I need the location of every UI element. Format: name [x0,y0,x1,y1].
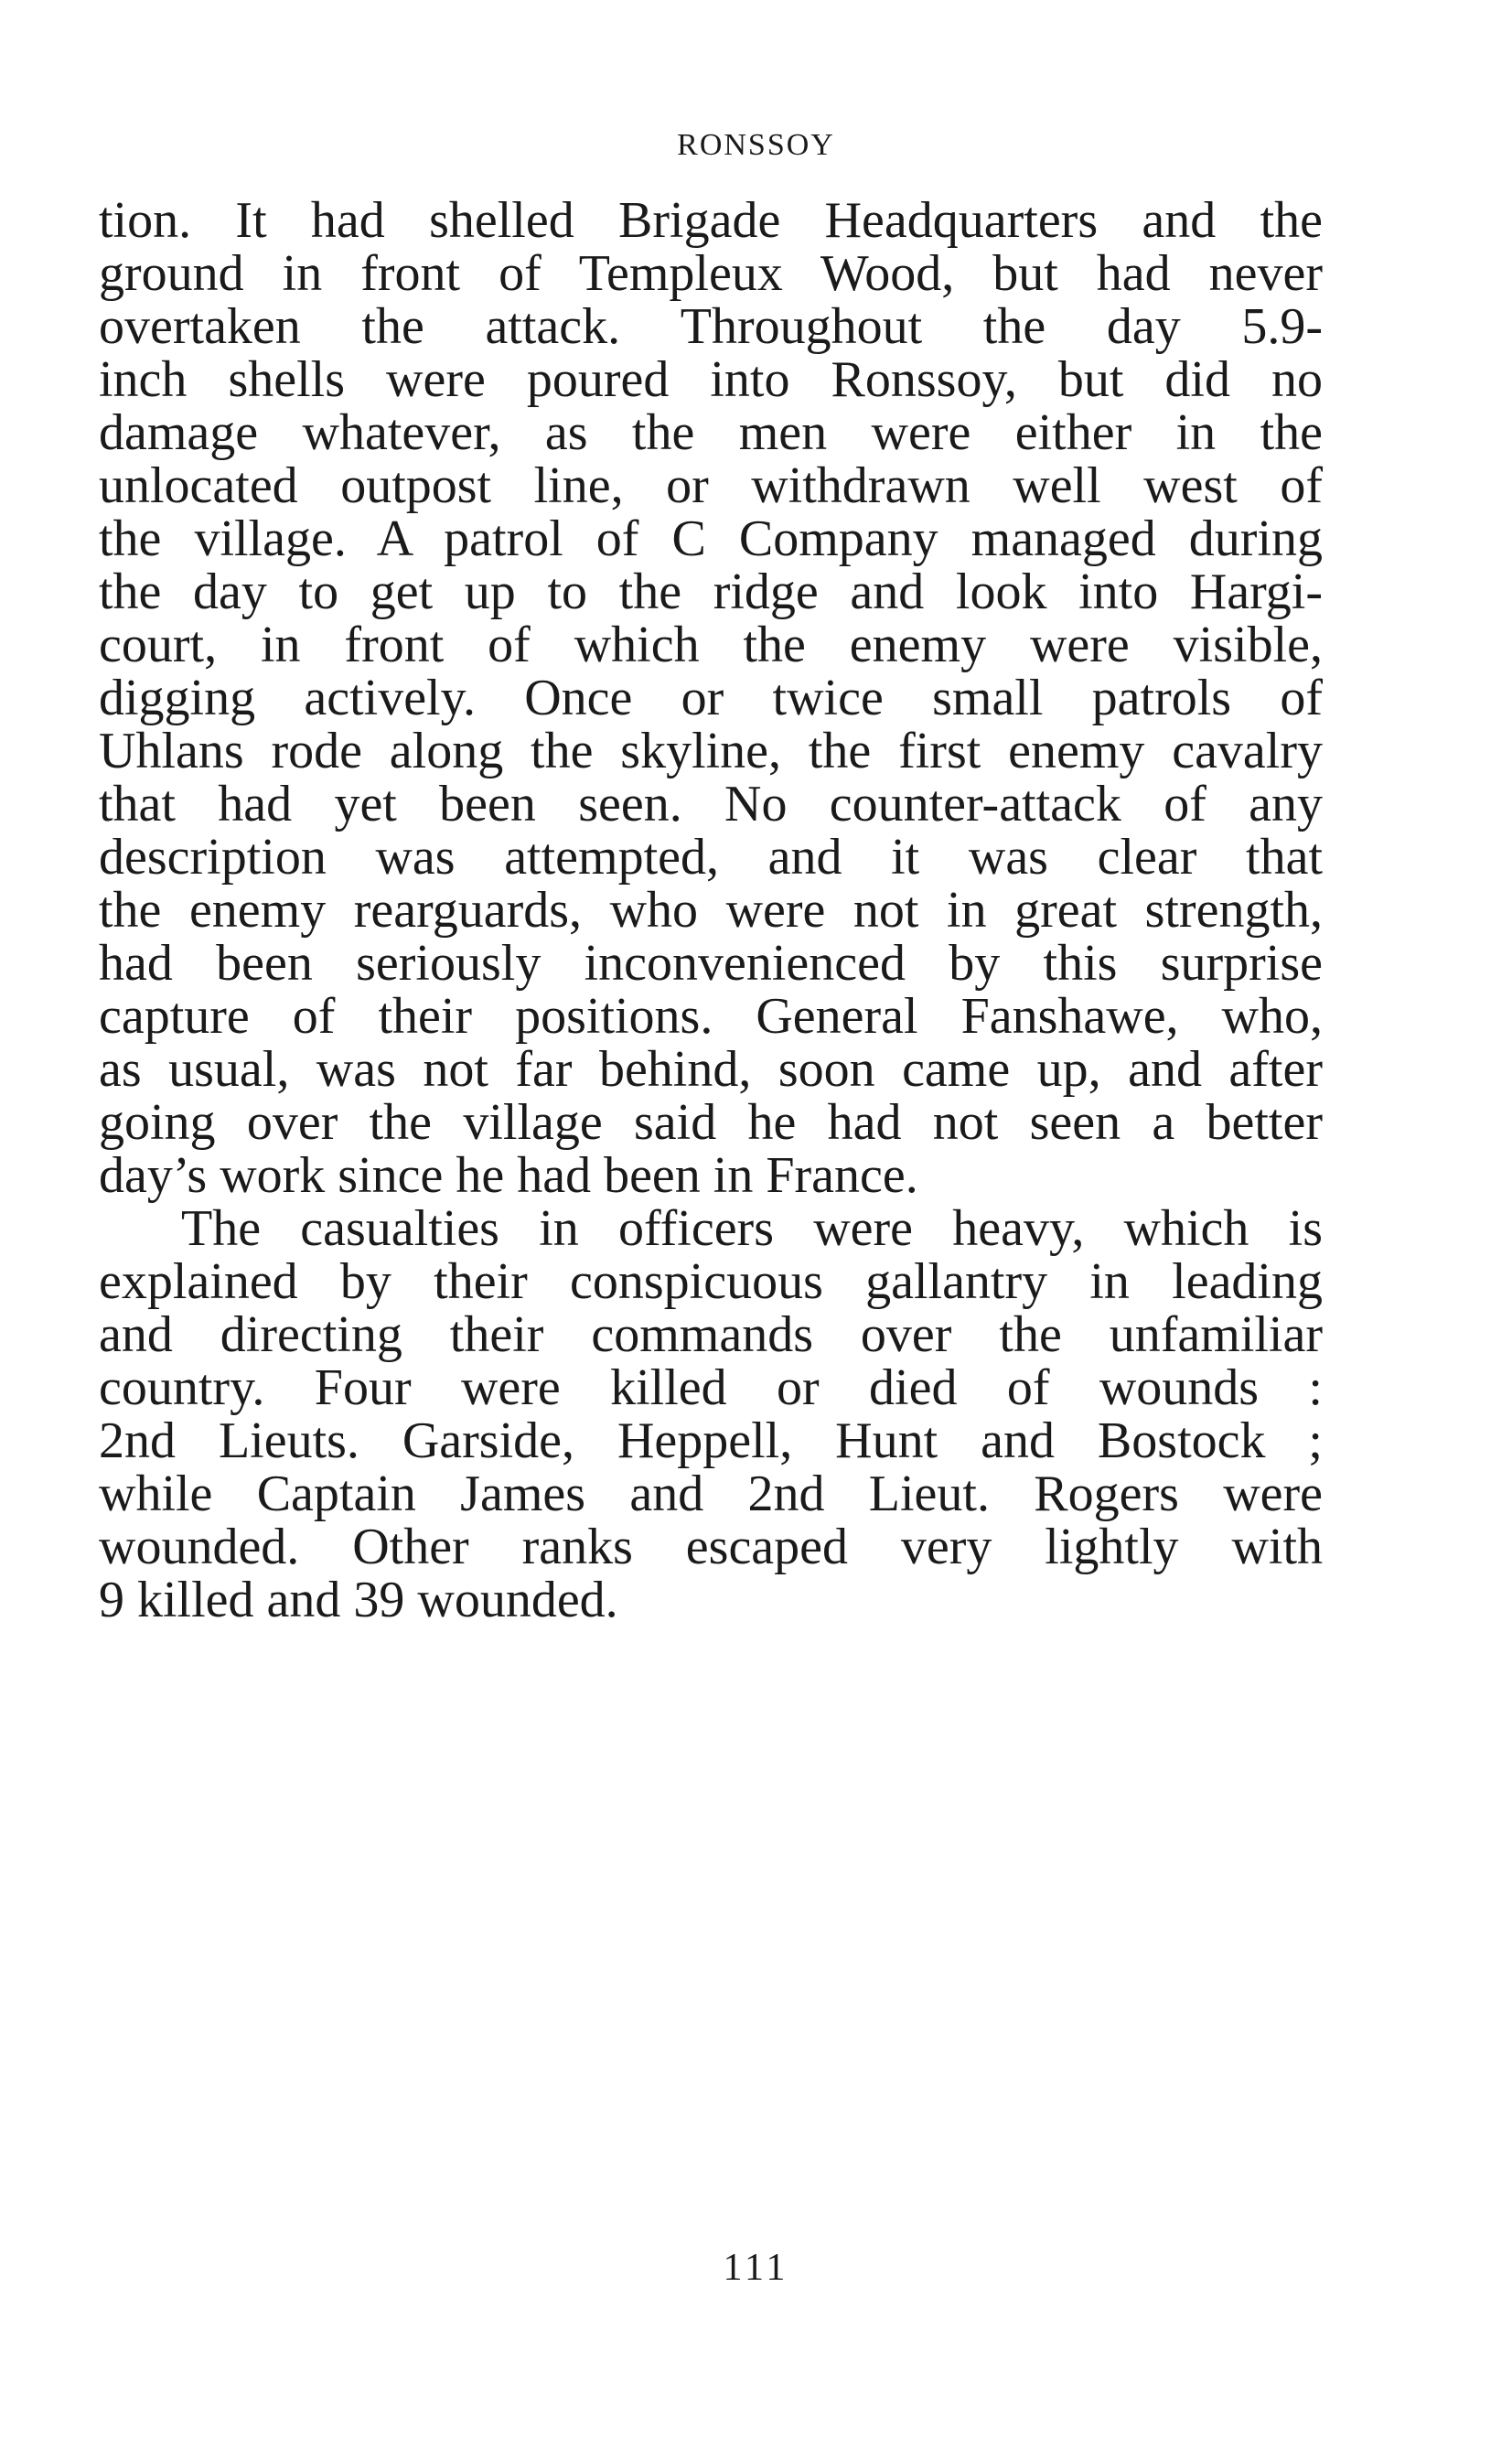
text-line: explained by their conspicuous gallantry in leading [99,1253,1323,1310]
text-line: description was attempted, and it was clear that [99,829,1323,886]
text-line: inch shells were poured into Ronssoy, but did no [99,351,1323,408]
paragraph [99,194,1323,1202]
text-line: capture of their positions. General Fanshawe, who, [99,988,1323,1045]
text-line: digging actively. Once or twice small patrols of [99,670,1323,726]
text-line: the day to get up to the ridge and look into Hargi- [99,564,1323,620]
text-line: court, in front of which the enemy were visible, [99,617,1323,673]
text-line: unlocated outpost line, or withdrawn well west of [99,457,1323,514]
text-line: country. Four were killed or died of wounds : [99,1359,1323,1416]
text-line: 9 killed and 39 wounded. [99,1572,618,1628]
running-head: RONSSOY [677,128,835,162]
text-line: had been seriously inconvenienced by this surprise [99,935,1323,992]
text-line: that had yet been seen. No counter-attack of any [99,776,1323,832]
text-line: wounded. Other ranks escaped very lightly with [99,1519,1323,1575]
text-line: and directing their commands over the unfamiliar [99,1306,1323,1363]
text-line: 2nd Lieuts. Garside, Heppell, Hunt and Bostock ; [99,1412,1323,1469]
text-line: while Captain James and 2nd Lieut. Rogers were [99,1466,1323,1522]
paragraph [99,1202,1323,1627]
page-number: 111 [723,2247,789,2289]
text-line: overtaken the attack. Throughout the day 5.9- [99,298,1323,355]
text-line: The casualties in officers were heavy, which is [181,1200,1323,1257]
text-line: the enemy rearguards, who were not in great strength, [99,882,1323,939]
text-line: Uhlans rode along the skyline, the first enemy cavalry [99,723,1323,779]
text-line: day’s work since he had been in France. [99,1147,918,1204]
text-line: ground in front of Templeux Wood, but had never [99,245,1323,302]
text-line: going over the village said he had not seen a better [99,1094,1323,1151]
text-line: as usual, was not far behind, soon came up, and after [99,1041,1323,1098]
text-line: damage whatever, as the men were either in the [99,404,1323,461]
body-text [99,194,1323,1627]
text-line: the village. A patrol of C Company managed during [99,510,1323,567]
text-line: tion. It had shelled Brigade Headquarters and the [99,192,1323,249]
